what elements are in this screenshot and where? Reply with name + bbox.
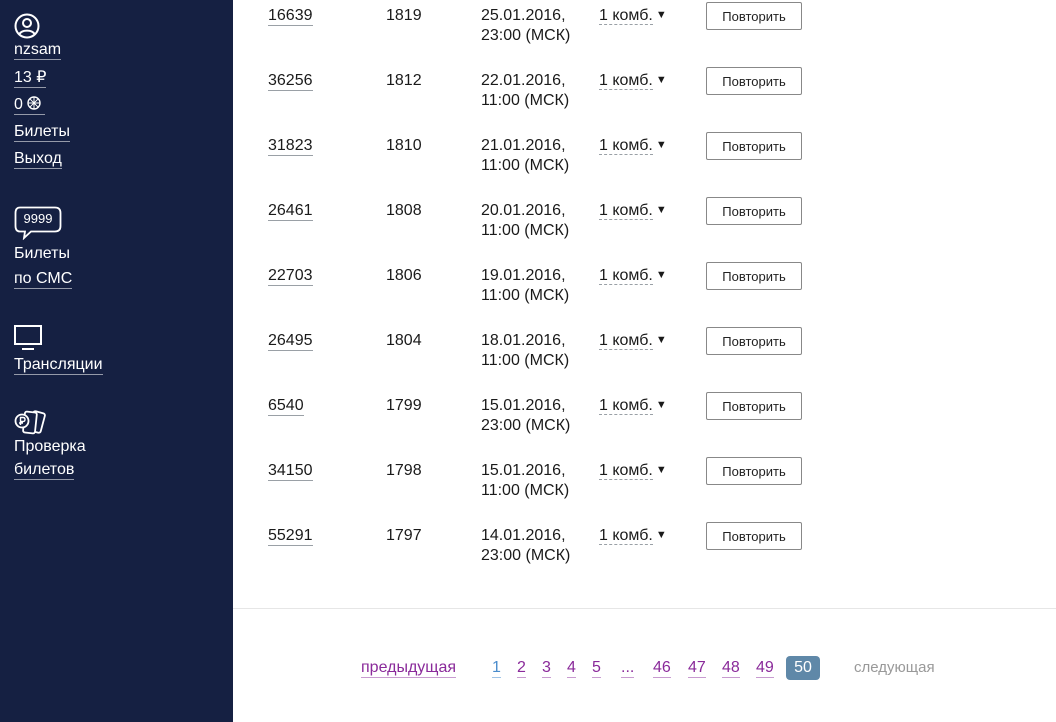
combinations-dropdown[interactable] <box>599 266 667 285</box>
repeat-button[interactable]: Повторить <box>706 457 802 485</box>
draw-date: 19.01.2016, <box>481 267 566 284</box>
draw-datetime <box>481 201 591 241</box>
draw-datetime <box>481 136 591 176</box>
draw-time: 11:00 (МСК) <box>481 352 570 369</box>
repeat-button[interactable]: Повторить <box>706 2 802 30</box>
combinations-dropdown[interactable] <box>599 461 667 480</box>
repeat-button[interactable]: Повторить <box>706 327 802 355</box>
tv-icon[interactable] <box>14 325 42 351</box>
ticket-number-link[interactable]: 26461 <box>268 202 313 219</box>
user-icon[interactable] <box>14 13 40 39</box>
draw-number: 1812 <box>386 72 422 89</box>
ticket-number-link[interactable]: 31823 <box>268 137 313 154</box>
draw-datetime <box>481 331 591 371</box>
caret-down-icon: ▼ <box>655 139 667 151</box>
combinations-label: 1 комб. <box>599 7 653 24</box>
draw-number: 1797 <box>386 527 422 544</box>
table-row <box>233 260 1056 325</box>
page-link[interactable]: 4 <box>567 659 576 676</box>
caret-down-icon: ▼ <box>655 74 667 86</box>
combinations-dropdown[interactable] <box>599 331 667 350</box>
combinations-dropdown[interactable] <box>599 6 667 25</box>
repeat-button[interactable]: Повторить <box>706 67 802 95</box>
sms-icon[interactable] <box>14 206 62 240</box>
draw-number: 1810 <box>386 137 422 154</box>
draw-date: 25.01.2016, <box>481 7 566 24</box>
draw-number: 1819 <box>386 7 422 24</box>
table-row <box>233 195 1056 260</box>
page-link[interactable]: 46 <box>653 659 671 676</box>
draw-time: 23:00 (МСК) <box>481 547 571 564</box>
bonus-icon <box>27 96 41 110</box>
ticket-check-icon[interactable] <box>14 410 48 436</box>
caret-down-icon: ▼ <box>655 204 667 216</box>
draw-time: 11:00 (МСК) <box>481 157 570 174</box>
draw-datetime <box>481 6 591 46</box>
sms-label-line2[interactable]: по СМС <box>14 270 73 287</box>
sms-label-line1[interactable]: Билеты <box>14 245 70 262</box>
draw-date: 21.01.2016, <box>481 137 566 154</box>
draw-date: 14.01.2016, <box>481 527 566 544</box>
table-row <box>233 325 1056 390</box>
page-link[interactable]: 3 <box>542 659 551 676</box>
repeat-button[interactable]: Повторить <box>706 392 802 420</box>
ticket-number-link[interactable]: 16639 <box>268 7 313 24</box>
ticket-number-link[interactable]: 55291 <box>268 527 313 544</box>
page-link[interactable]: 49 <box>756 659 774 676</box>
page-link[interactable]: 5 <box>592 659 601 676</box>
bonus-link[interactable] <box>14 95 45 115</box>
bonus-count: 0 <box>14 96 23 113</box>
table-row <box>233 0 1056 65</box>
page-current: 50 <box>786 656 820 680</box>
draw-datetime <box>481 266 591 306</box>
combinations-label: 1 комб. <box>599 202 653 219</box>
pagination-next: следующая <box>854 659 935 676</box>
username-link[interactable]: nzsam <box>14 41 62 58</box>
draw-time: 11:00 (МСК) <box>481 222 570 239</box>
caret-down-icon: ▼ <box>655 464 667 476</box>
pagination <box>233 656 1056 682</box>
draw-datetime <box>481 461 591 501</box>
logout-link[interactable]: Выход <box>14 150 62 167</box>
draw-number: 1798 <box>386 462 422 479</box>
combinations-label: 1 комб. <box>599 72 653 89</box>
table-row <box>233 130 1056 195</box>
draw-date: 15.01.2016, <box>481 397 566 414</box>
ticket-number-link[interactable]: 6540 <box>268 397 304 414</box>
combinations-label: 1 комб. <box>599 527 653 544</box>
ticket-check-line2[interactable]: билетов <box>14 461 75 478</box>
combinations-label: 1 комб. <box>599 137 653 154</box>
caret-down-icon: ▼ <box>655 399 667 411</box>
combinations-dropdown[interactable] <box>599 71 667 90</box>
draw-date: 15.01.2016, <box>481 462 566 479</box>
ticket-check-line1[interactable]: Проверка <box>14 438 86 455</box>
draw-time: 11:00 (МСК) <box>481 482 570 499</box>
sms-badge-number: 9999 <box>23 211 53 226</box>
draw-datetime <box>481 71 591 111</box>
caret-down-icon: ▼ <box>655 269 667 281</box>
page-link[interactable]: 2 <box>517 659 526 676</box>
ticket-number-link[interactable]: 36256 <box>268 72 313 89</box>
draw-date: 20.01.2016, <box>481 202 566 219</box>
ticket-number-link[interactable]: 26495 <box>268 332 313 349</box>
combinations-dropdown[interactable] <box>599 201 667 220</box>
caret-down-icon: ▼ <box>655 9 667 21</box>
combinations-label: 1 комб. <box>599 397 653 414</box>
divider <box>233 608 1056 609</box>
draw-number: 1799 <box>386 397 422 414</box>
page-link[interactable]: 47 <box>688 659 706 676</box>
draw-date: 18.01.2016, <box>481 332 566 349</box>
ticket-number-link[interactable]: 22703 <box>268 267 313 284</box>
combinations-label: 1 комб. <box>599 462 653 479</box>
broadcasts-link[interactable]: Трансляции <box>14 356 103 373</box>
table-row <box>233 390 1056 455</box>
draw-datetime <box>481 396 591 436</box>
ticket-number-link[interactable]: 34150 <box>268 462 313 479</box>
repeat-button[interactable]: Повторить <box>706 197 802 225</box>
caret-down-icon: ▼ <box>655 529 667 541</box>
combinations-dropdown[interactable] <box>599 396 667 415</box>
pagination-prev[interactable]: предыдущая <box>361 659 457 676</box>
draw-time: 23:00 (МСК) <box>481 27 571 44</box>
tickets-link[interactable]: Билеты <box>14 123 70 140</box>
draw-number: 1804 <box>386 332 422 349</box>
draw-number: 1806 <box>386 267 422 284</box>
combinations-label: 1 комб. <box>599 267 653 284</box>
sidebar <box>0 0 233 722</box>
draw-time: 11:00 (МСК) <box>481 92 570 109</box>
page-link[interactable]: 48 <box>722 659 740 676</box>
table-row <box>233 65 1056 130</box>
draw-date: 22.01.2016, <box>481 72 566 89</box>
combinations-label: 1 комб. <box>599 332 653 349</box>
draw-number: 1808 <box>386 202 422 219</box>
repeat-button[interactable]: Повторить <box>706 522 802 550</box>
tickets-table <box>233 0 1056 722</box>
page-link[interactable]: 1 <box>492 659 501 676</box>
page-ellipsis[interactable]: ... <box>621 659 635 676</box>
repeat-button[interactable]: Повторить <box>706 262 802 290</box>
combinations-dropdown[interactable] <box>599 526 667 545</box>
draw-time: 11:00 (МСК) <box>481 287 570 304</box>
table-row <box>233 455 1056 520</box>
draw-datetime <box>481 526 591 566</box>
repeat-button[interactable]: Повторить <box>706 132 802 160</box>
table-row <box>233 520 1056 585</box>
combinations-dropdown[interactable] <box>599 136 667 155</box>
balance-link[interactable]: 13 ₽ <box>14 69 47 86</box>
draw-time: 23:00 (МСК) <box>481 417 571 434</box>
caret-down-icon: ▼ <box>655 334 667 346</box>
